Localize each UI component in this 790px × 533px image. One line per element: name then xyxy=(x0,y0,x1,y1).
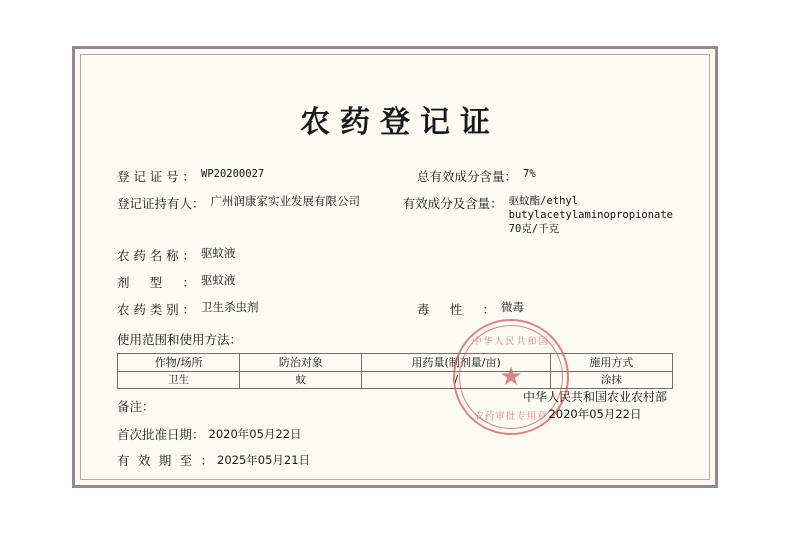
value-toxicity: 微毒 xyxy=(501,299,524,314)
issuer-date: 2020年05月22日 xyxy=(548,406,642,421)
certificate-border-frame xyxy=(72,46,718,488)
value-formulation: 驱蚊液 xyxy=(201,272,236,287)
field-row-formulation xyxy=(117,273,673,291)
page-title: 农药登记证 xyxy=(300,105,500,140)
field-formulation xyxy=(117,273,417,291)
field-category xyxy=(117,300,417,318)
label-formulation: 剂型： xyxy=(117,274,195,290)
field-row-name xyxy=(117,246,673,264)
usage-header-target: 防治对象 xyxy=(240,353,362,371)
usage-header-dosage: 用药量(制剂量/亩) xyxy=(362,353,550,371)
value-category: 卫生杀虫剂 xyxy=(201,299,259,314)
value-pesticide-name: 驱蚊液 xyxy=(201,245,236,260)
label-total-content: 总有效成分含量： xyxy=(417,169,518,184)
label-toxicity: 毒性： xyxy=(417,301,495,317)
field-row-category xyxy=(117,300,673,318)
field-pesticide-name xyxy=(117,246,417,264)
usage-cell-crop: 卫生 xyxy=(118,371,240,388)
usage-header-crop: 作物/场所 xyxy=(118,353,240,371)
seal-top-text: 中华人民共和国 xyxy=(472,337,550,347)
usage-cell-target: 蚊 xyxy=(240,371,362,388)
table-row xyxy=(118,371,673,388)
first-approval-row xyxy=(117,425,673,443)
valid-until-row xyxy=(117,451,673,469)
label-registration-number: 登记证号： xyxy=(117,169,195,184)
certificate-content xyxy=(95,67,695,471)
seal-bottom-text: 农药审批专用章 xyxy=(474,411,548,422)
value-total-content: 7% xyxy=(523,168,536,180)
usage-header-method: 施用方式 xyxy=(550,353,672,371)
issuer-name: 中华人民共和国农业农村部 xyxy=(522,389,667,404)
field-active-ingredient xyxy=(403,194,673,237)
field-row-holder xyxy=(117,194,673,237)
label-first-approval: 首次批准日期： xyxy=(117,427,205,443)
usage-section-label: 使用范围和使用方法： xyxy=(117,331,243,347)
value-valid-until: 2025年05月21日 xyxy=(217,453,311,468)
label-active-ingredient: 有效成分及含量： xyxy=(402,196,503,211)
value-first-approval: 2020年05月22日 xyxy=(208,427,302,442)
usage-cell-dosage: / xyxy=(362,371,550,388)
value-active-ingredient: 驱蚊酯/ethyl butylacetylaminopropionate 70克/千克 xyxy=(508,195,674,236)
fields-block xyxy=(95,167,695,469)
label-remarks: 备注： xyxy=(117,398,155,414)
field-registration-number xyxy=(117,167,417,185)
value-holder: 广州润康家实业发展有限公司 xyxy=(210,194,361,208)
usage-table-header-row xyxy=(118,353,673,371)
field-toxicity xyxy=(417,300,673,318)
value-registration-number: WP20200027 xyxy=(201,168,265,180)
label-holder: 登记证持有人： xyxy=(117,196,205,211)
usage-table xyxy=(117,353,673,392)
label-category: 农药类别： xyxy=(117,301,195,317)
field-row-registration xyxy=(117,167,673,185)
issuer-block xyxy=(523,388,667,423)
usage-cell-method: 涂抹 xyxy=(550,371,672,388)
label-pesticide-name: 农药名称： xyxy=(117,247,195,263)
field-total-content xyxy=(417,167,673,185)
field-holder xyxy=(117,194,403,212)
star-icon: ★ xyxy=(499,362,523,392)
label-valid-until: 有效期至： xyxy=(117,453,213,469)
